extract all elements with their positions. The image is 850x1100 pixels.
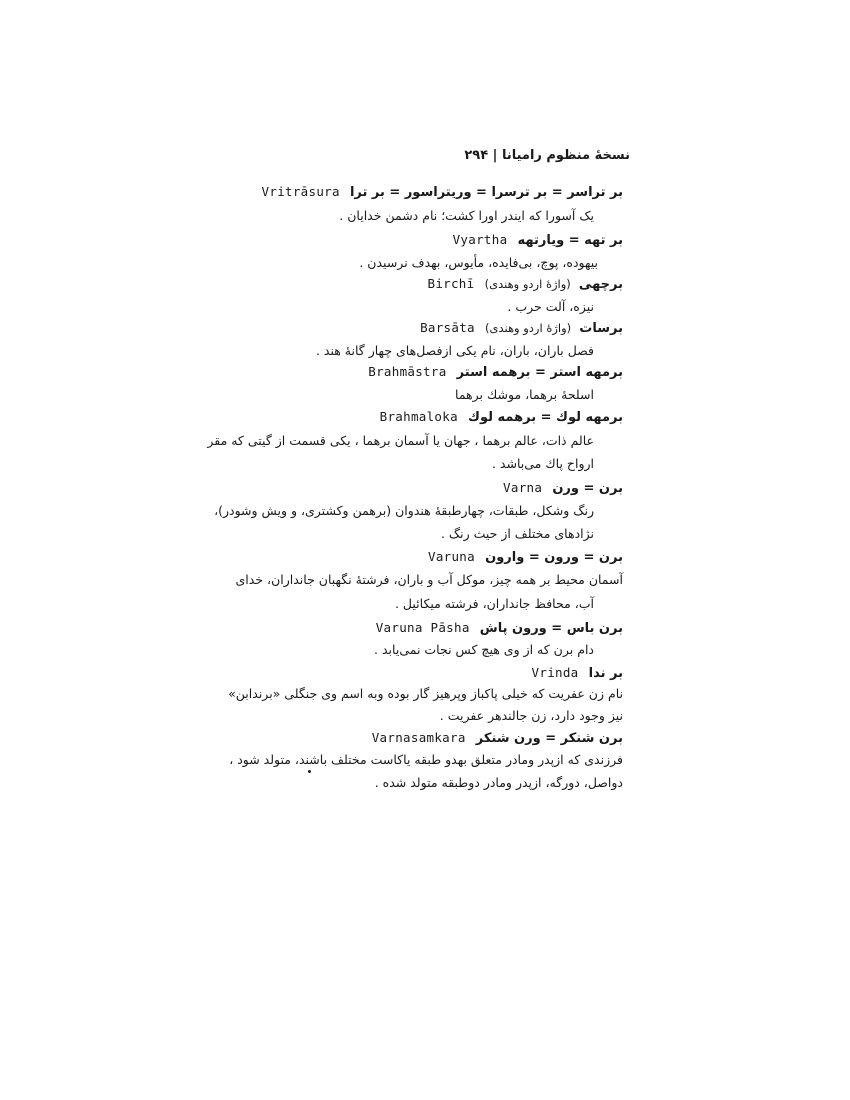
- latin-term: Brahmāstra: [368, 364, 447, 379]
- entry-heading: [503, 478, 623, 499]
- ink-dot: [308, 770, 311, 773]
- latin-term: Vrinda: [531, 665, 579, 680]
- definition-line: نام زن عفریت که خیلی پاکباز وپرهیز گار بوده وبه اسم وی جنگلی «برندابن»: [228, 686, 623, 701]
- definition-line: بیهوده، پوچ، بی‌فایده، مأیوس، بهدف نرسیدن .: [359, 255, 598, 270]
- definition-line: دواصل، دورگه، ازپدر ومادر دوطبقه متولد شده .: [374, 775, 623, 790]
- latin-term: Birchī: [427, 276, 475, 291]
- persian-term: برن = ورون = وارون: [485, 550, 623, 565]
- term-note: (واژهٔ اردو وهندی): [484, 277, 571, 291]
- entry-heading: [532, 663, 623, 684]
- definition-line: ارواح پاك می‌باشد .: [491, 456, 594, 471]
- term-note: (واژهٔ اردو وهندی): [484, 321, 572, 335]
- definition-line: آب، محافظ جانداران، فرشته میکائیل .: [394, 596, 594, 611]
- latin-term: Varuna: [428, 549, 475, 564]
- persian-term: برن = ورن: [552, 481, 623, 496]
- definition-line: فرزندی که ازپدر ومادر متعلق بهدو طبقه یاکاست مختلف باشند، متولد شود ،: [229, 752, 623, 767]
- page-header: نسخهٔ منظوم رامیانا | ۲۹۴: [464, 148, 630, 163]
- entry-heading: [262, 182, 623, 203]
- persian-term: برمهه استر = برهمه استر: [456, 365, 623, 380]
- persian-term: بر تهه = ویارتهه: [517, 233, 623, 248]
- latin-term: Brahmaloka: [379, 409, 458, 424]
- entry-heading: [420, 318, 623, 339]
- persian-term: برچهی: [578, 277, 623, 292]
- entry-heading: [376, 618, 623, 639]
- entry-heading: [428, 274, 624, 295]
- persian-term: برن باس = ورون پاش: [479, 621, 623, 636]
- definition-line: نیز وجود دارد، زن جالندهر عفریت .: [439, 708, 623, 723]
- entry-heading: [372, 728, 623, 749]
- entry-heading: [368, 362, 623, 383]
- persian-term: بر تراسر = بر ترسرا = وریتراسور = بر ترا: [349, 185, 623, 200]
- latin-term: Barsāta: [420, 320, 475, 335]
- entry-heading: [453, 230, 623, 251]
- latin-term: Vyartha: [452, 232, 508, 247]
- latin-term: Varna: [503, 480, 543, 495]
- definition-line: فصل باران، باران، نام یکی ازفصل‌های چهار گانهٔ هند .: [315, 343, 594, 358]
- latin-term: Varnasamkara: [371, 730, 466, 745]
- entry-heading: [428, 547, 623, 568]
- definition-line: نیزه، آلت حرب .: [507, 299, 594, 314]
- entry-heading: [380, 407, 623, 428]
- persian-term: برمهه لوك = برهمه لوك: [468, 410, 623, 425]
- definition-line: نژادهای مختلف از حیث رنگ .: [440, 526, 594, 541]
- definition-line: رنگ وشکل، طبقات، چهارطبقهٔ هندوان (برهمن وکشتری، و ویش وشودر)،: [214, 503, 594, 518]
- persian-term: برن شنکر = ورن شنکر: [475, 731, 623, 746]
- persian-term: بر ندا: [588, 666, 623, 681]
- definition-line: یک آسورا که ایندر اورا کشت؛ نام دشمن خدایان .: [339, 208, 594, 223]
- latin-term: Vritrāsura: [261, 184, 340, 199]
- definition-line: عالم ذات، عالم برهما ، جهان یا آسمان برهما ، یکی قسمت از گیتی که مقر: [207, 433, 594, 448]
- definition-line: دام برن که از وی هیچ کس نجات نمی‌یابد .: [374, 642, 594, 657]
- latin-term: Varuna Pāsha: [375, 620, 470, 635]
- definition-line: اسلحهٔ برهما، موشك برهما: [455, 387, 594, 402]
- persian-term: برسات: [579, 321, 623, 336]
- definition-line: آسمان محیط بر همه چیز، موکل آب و باران، فرشتهٔ نگهبان جانداران، خدای: [235, 572, 623, 587]
